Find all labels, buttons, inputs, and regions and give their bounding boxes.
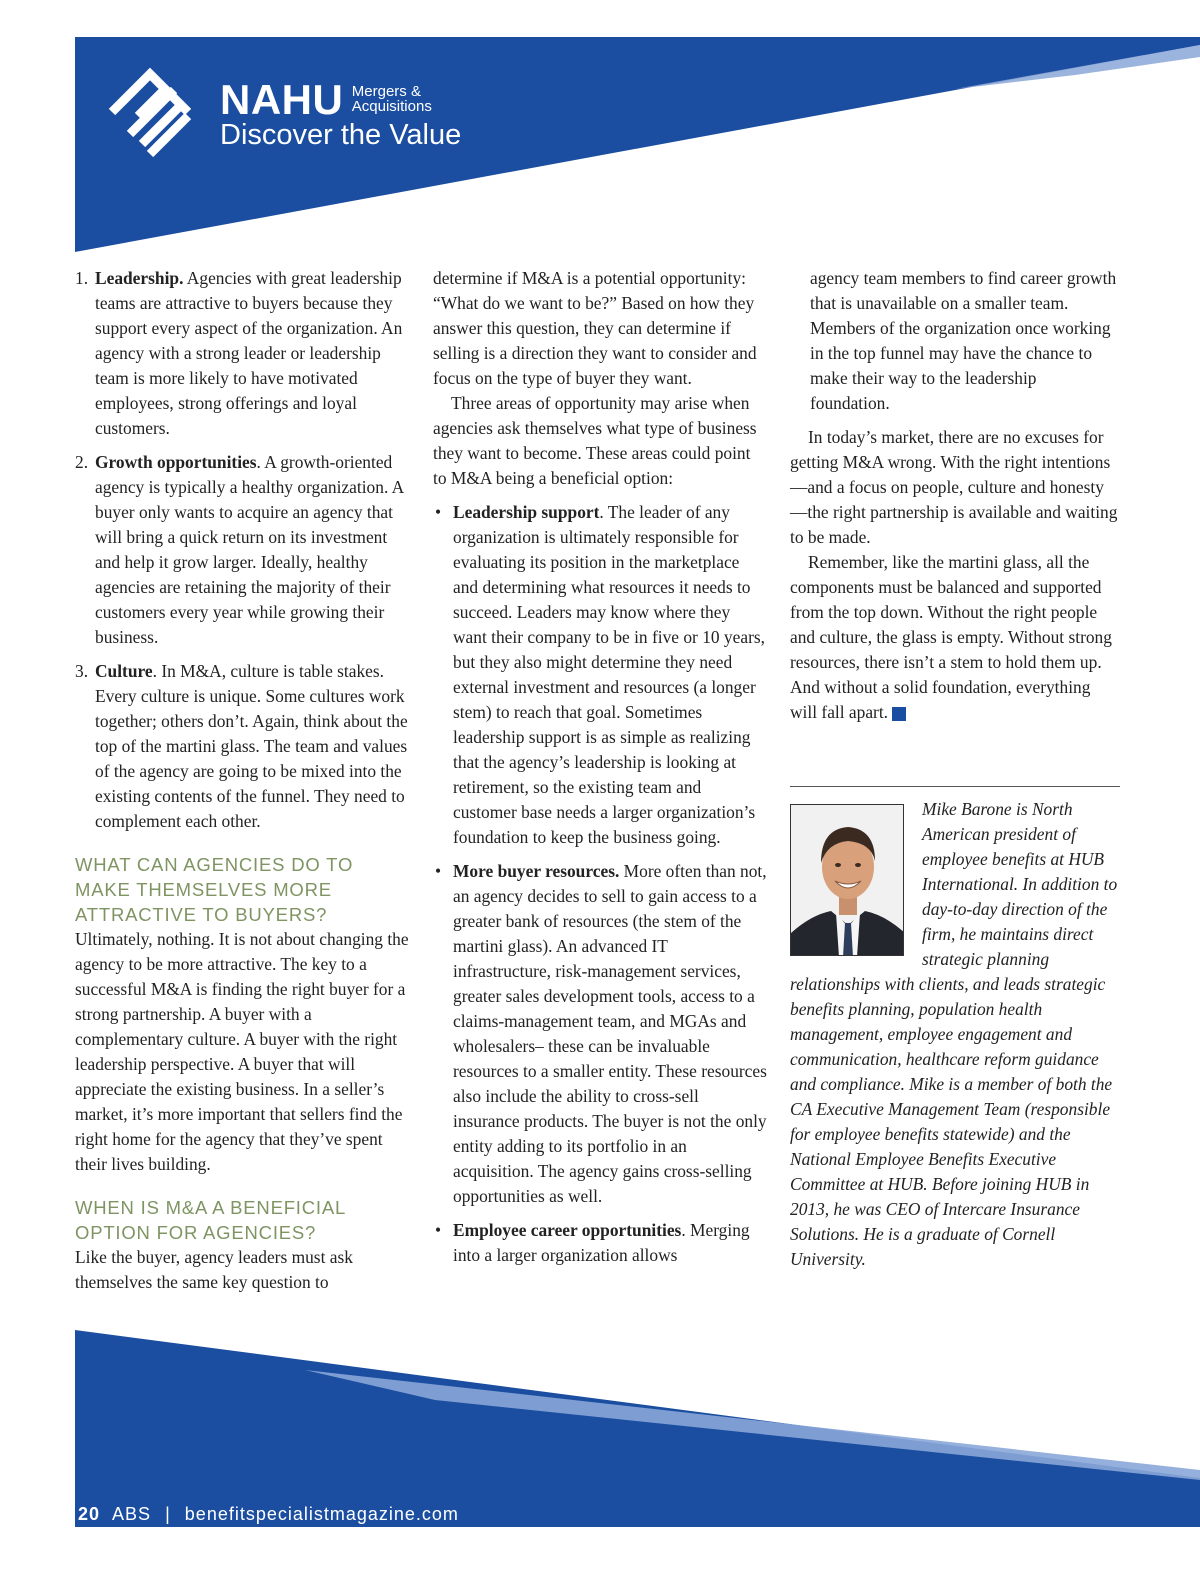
body-paragraph: Three areas of opportunity may arise when agencies ask themselves what type of business they want to become. These areas could point to M&A being a beneficial option: — [433, 393, 757, 488]
page-number: 20 — [78, 1504, 101, 1524]
brand-name: NAHU — [220, 76, 344, 123]
list-item-title: Leadership. — [95, 268, 184, 288]
brand-tagline: Discover the Value — [220, 119, 462, 151]
footer-banner — [75, 1330, 1200, 1527]
list-item-title: Culture — [95, 661, 153, 681]
bullet-item — [433, 500, 768, 850]
bullet-title: Employee career opportunities — [453, 1220, 682, 1240]
body-paragraph: In today’s market, there are no excuses for getting M&A wrong. With the right intentions—and a focus on people, culture and honesty—the right partnership is available and waiting to be made. — [790, 427, 1118, 547]
brand-lockup — [220, 78, 432, 122]
list-item — [75, 266, 410, 441]
closing-text: Remember, like the martini glass, all the components must be balanced and supported from the top down. Without the right people and culture, the glass is empty. Without strong resources, there isn’t a stem to hold them up. And without a solid foundation, everything will fall apart. — [790, 552, 1112, 722]
magazine-url: benefitspecialistmagazine.com — [184, 1504, 459, 1524]
list-number: 2. — [75, 452, 89, 472]
author-divider — [790, 786, 1120, 787]
bullet-icon: • — [435, 861, 442, 881]
end-mark-label: ABS — [910, 710, 921, 716]
list-item-text: . A growth-oriented agency is typically a healthy organization. A buyer only wants to acquire an agency that will bring a quick return on its investment and help it grow larger. Ideally, healthy agencies are retaining the majority of their customers every year while growing their business. — [95, 452, 404, 647]
author-bio-text: Mike Barone is North American president of employee benefits at HUB International. In addition to day-to-day direction of the firm, he maintains direct strategic planning relationships with clients, and leads strategic benefits planning, population health management, employee engagement and communication, healthcare reform guidance and compliance. Mike is a member of both the CA Executive Management Team (responsible for employee benefits statewide) and the National Employee Benefits Executive Committee at HUB. Before joining HUB in 2013, he was CEO of Intercare Insurance Solutions. He is a graduate of Cornell University. — [790, 799, 1118, 1269]
list-number: 3. — [75, 661, 89, 681]
list-number: 1. — [75, 268, 89, 288]
bullet-item — [433, 1218, 768, 1268]
body-paragraph: Like the buyer, agency leaders must ask themselves the same key question to — [75, 1247, 353, 1292]
author-bio — [790, 797, 1120, 1272]
magazine-abbrev: ABS — [112, 1504, 152, 1524]
footer-separator: | — [165, 1504, 171, 1524]
body-paragraph: Ultimately, nothing. It is not about changing the agency to be more attractive. The key to a successful M&A is finding the right buyer for a strong partnership. A buyer with a complementary culture. A buyer with the right leadership perspective. A buyer that will appreciate the existing business. In a seller’s market, it’s more important that sellers find the right home for the agency that they’ve spent their lives building. — [75, 929, 409, 1174]
photo-wrap-space — [790, 797, 922, 957]
bullet-text: . Merging into a larger organization allows — [453, 1220, 750, 1265]
page-footer — [78, 1504, 459, 1525]
column-2 — [433, 266, 768, 1277]
list-item — [75, 450, 410, 650]
list-item-text: Agencies with great leadership teams are attractive to buyers because they support every aspect of the organization. An agency with a strong leader or leadership team is more likely to have motivated employees, strong offerings and loyal customers. — [95, 268, 403, 438]
list-item-text: . In M&A, culture is table stakes. Every culture is unique. Some cultures work together; others don’t. Again, think about the top of the martini glass. The team and values of the agency are going to be mixed into the existing contents of the funnel. They need to complement each other. — [95, 661, 408, 831]
brand-subtitle-line2: Acquisitions — [351, 98, 432, 115]
end-mark-icon — [892, 707, 921, 721]
list-item-title: Growth opportunities — [95, 452, 257, 472]
bullet-icon: • — [435, 1220, 442, 1240]
body-paragraph: determine if M&A is a potential opportunity: “What do we want to be?” Based on how they answer this question, they can determine if selling is a direction they want to consider and focus on the type of buyer they want. — [433, 268, 757, 388]
brand-subtitle — [352, 84, 432, 114]
column-1 — [75, 266, 410, 1295]
bullet-item — [433, 859, 768, 1209]
section-heading: WHEN IS M&A A BENEFICIAL OPTION FOR AGENCIES? — [75, 1197, 346, 1243]
section-heading: WHAT CAN AGENCIES DO TO MAKE THEMSELVES MORE ATTRACTIVE TO BUYERS? — [75, 854, 354, 925]
body-paragraph: agency team members to find career growth that is unavailable on a smaller team. Members of the organization once working in the top funnel may have the chance to make their way to the leadership foundation. — [810, 268, 1117, 413]
bullet-icon: • — [435, 502, 442, 522]
brand-subtitle-line1: Mergers & — [351, 83, 421, 100]
bullet-title: Leadership support — [453, 502, 600, 522]
nahu-logo-icon — [100, 62, 200, 162]
column-3 — [790, 266, 1120, 725]
bullet-text: . The leader of any organization is ultimately responsible for evaluating its position in the marketplace and determining what resources it needs to succeed. Leaders may know where they want their company to be in five or 10 years, but they also might determine they need external investment and resources (a longer stem) to reach that goal. Sometimes leadership support is as simple as realizing that the agency’s leadership is looking at retirement, so the existing team and customer base needs a larger organization’s foundation to keep the business going. — [453, 502, 765, 847]
body-paragraph — [790, 550, 1120, 725]
bullet-text: More often than not, an agency decides to sell to gain access to a greater bank of resources (the stem of the martini glass). An advanced IT infrastructure, risk-management services, greater sales development tools, access to a claims-management team, and MGAs and wholesalers– these can be invaluable resources to a smaller entity. These resources also include the ability to cross-sell insurance products. The buyer is not the only entity adding to its portfolio in an acquisition. The agency gains cross-selling opportunities as well. — [453, 861, 767, 1206]
list-item — [75, 659, 410, 834]
bullet-title: More buyer resources. — [453, 861, 620, 881]
